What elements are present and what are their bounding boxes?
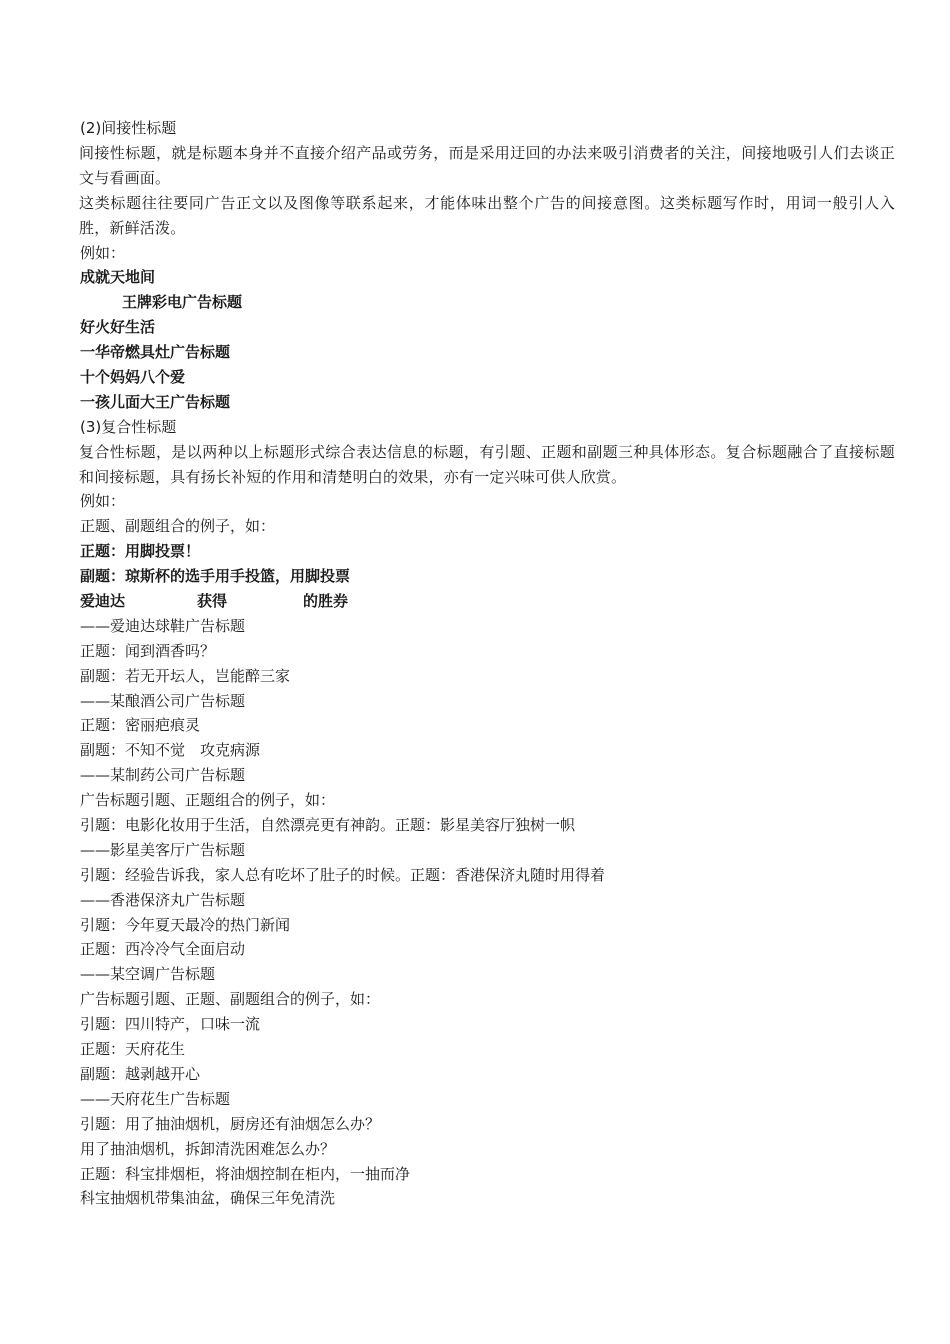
headline-line: 副题：琼斯杯的选手用手投篮，用脚投票 bbox=[80, 567, 351, 586]
example-label: 例如： bbox=[80, 243, 126, 262]
attribution-line: ——某制药公司广告标题 bbox=[80, 766, 246, 785]
section-heading-compound: (3)复合性标题 bbox=[80, 417, 177, 436]
headline-line: 引题：今年夏天最冷的热门新闻 bbox=[80, 915, 291, 934]
example-line: 好火好生活 bbox=[80, 318, 156, 337]
paragraph-indirect-2 bbox=[79, 191, 895, 241]
example-intro: 广告标题引题、正题、副题组合的例子，如： bbox=[80, 990, 381, 1009]
example-line: 王牌彩电广告标题 bbox=[122, 293, 243, 312]
headline-line: 引题：用了抽油烟机，厨房还有油烟怎么办？ bbox=[80, 1114, 381, 1133]
headline-line: 引题：电影化妆用于生活，自然漂亮更有神韵。正题：影星美容厅独树一帜 bbox=[80, 816, 576, 835]
document-body bbox=[80, 116, 895, 1211]
paragraph-text: 复合性标题，是以两种以上标题形式综合表达信息的标题，有引题、正题和副题三种具体形态。复合标题融合了直接标题和间接标题，具有扬长补短的作用和清楚明白的效果，亦有一定兴味可供人欣赏。 bbox=[79, 442, 895, 486]
attribution-line: ——爱迪达球鞋广告标题 bbox=[80, 616, 246, 635]
paragraph-indirect-1 bbox=[79, 141, 895, 191]
attribution-line: ——香港保济丸广告标题 bbox=[80, 890, 246, 909]
headline-line: 副题：若无开坛人，岂能醉三家 bbox=[80, 666, 291, 685]
example-line: 十个妈妈八个爱 bbox=[80, 367, 186, 386]
headline-line: 引题：经验告诉我，家人总有吃坏了肚子的时候。正题：香港保济丸随时用得着 bbox=[80, 865, 606, 884]
headline-line: 正题：科宝排烟柜，将油烟控制在柜内，一抽而净 bbox=[80, 1164, 411, 1183]
attribution-line: ——某空调广告标题 bbox=[80, 965, 216, 984]
attribution-line: ——影星美客厅广告标题 bbox=[80, 840, 246, 859]
headline-line: 引题：四川特产，口味一流 bbox=[80, 1015, 261, 1034]
headline-line: 正题：西冷冷气全面启动 bbox=[80, 940, 246, 959]
paragraph-compound-1 bbox=[79, 440, 895, 490]
headline-line: 用了抽油烟机，拆卸清洗困难怎么办？ bbox=[80, 1139, 336, 1158]
headline-fragment: 的胜券 bbox=[303, 592, 349, 611]
headline-line: 副题：不知不觉 攻克病源 bbox=[80, 741, 261, 760]
headline-line-columns bbox=[80, 589, 895, 614]
headline-line: 副题：越剥越开心 bbox=[80, 1064, 201, 1083]
example-intro: 广告标题引题、正题组合的例子，如： bbox=[80, 791, 336, 810]
headline-fragment: 获得 bbox=[197, 592, 228, 611]
headline-line: 正题：天府花生 bbox=[80, 1040, 186, 1059]
headline-line: 正题：闻到酒香吗？ bbox=[80, 641, 216, 660]
attribution-line: ——某酿酒公司广告标题 bbox=[80, 691, 246, 710]
headline-line: 科宝抽烟机带集油盆，确保三年免清洗 bbox=[80, 1189, 336, 1208]
section-heading-indirect: (2)间接性标题 bbox=[80, 119, 177, 137]
example-line: 成就天地间 bbox=[80, 268, 156, 287]
example-line: 一孩儿面大王广告标题 bbox=[80, 392, 231, 411]
example-line: 一华帝燃具灶广告标题 bbox=[80, 343, 231, 362]
paragraph-text: 间接性标题，就是标题本身并不直接介绍产品或劳务，而是采用迂回的办法来吸引消费者的关注，间接地吸引人们去谈正文与看画面。 bbox=[79, 143, 895, 187]
example-intro: 正题、副题组合的例子，如： bbox=[80, 517, 276, 536]
paragraph-text: 这类标题往往要同广告正文以及图像等联系起来，才能体味出整个广告的间接意图。这类标题写作时，用词一般引人入胜，新鲜活泼。 bbox=[79, 193, 895, 237]
headline-line: 正题：用脚投票！ bbox=[80, 542, 201, 561]
example-label: 例如： bbox=[80, 492, 126, 511]
attribution-line: ——天府花生广告标题 bbox=[80, 1089, 231, 1108]
headline-line: 正题：密丽疤痕灵 bbox=[80, 716, 201, 735]
headline-fragment: 爱迪达 bbox=[80, 592, 126, 611]
